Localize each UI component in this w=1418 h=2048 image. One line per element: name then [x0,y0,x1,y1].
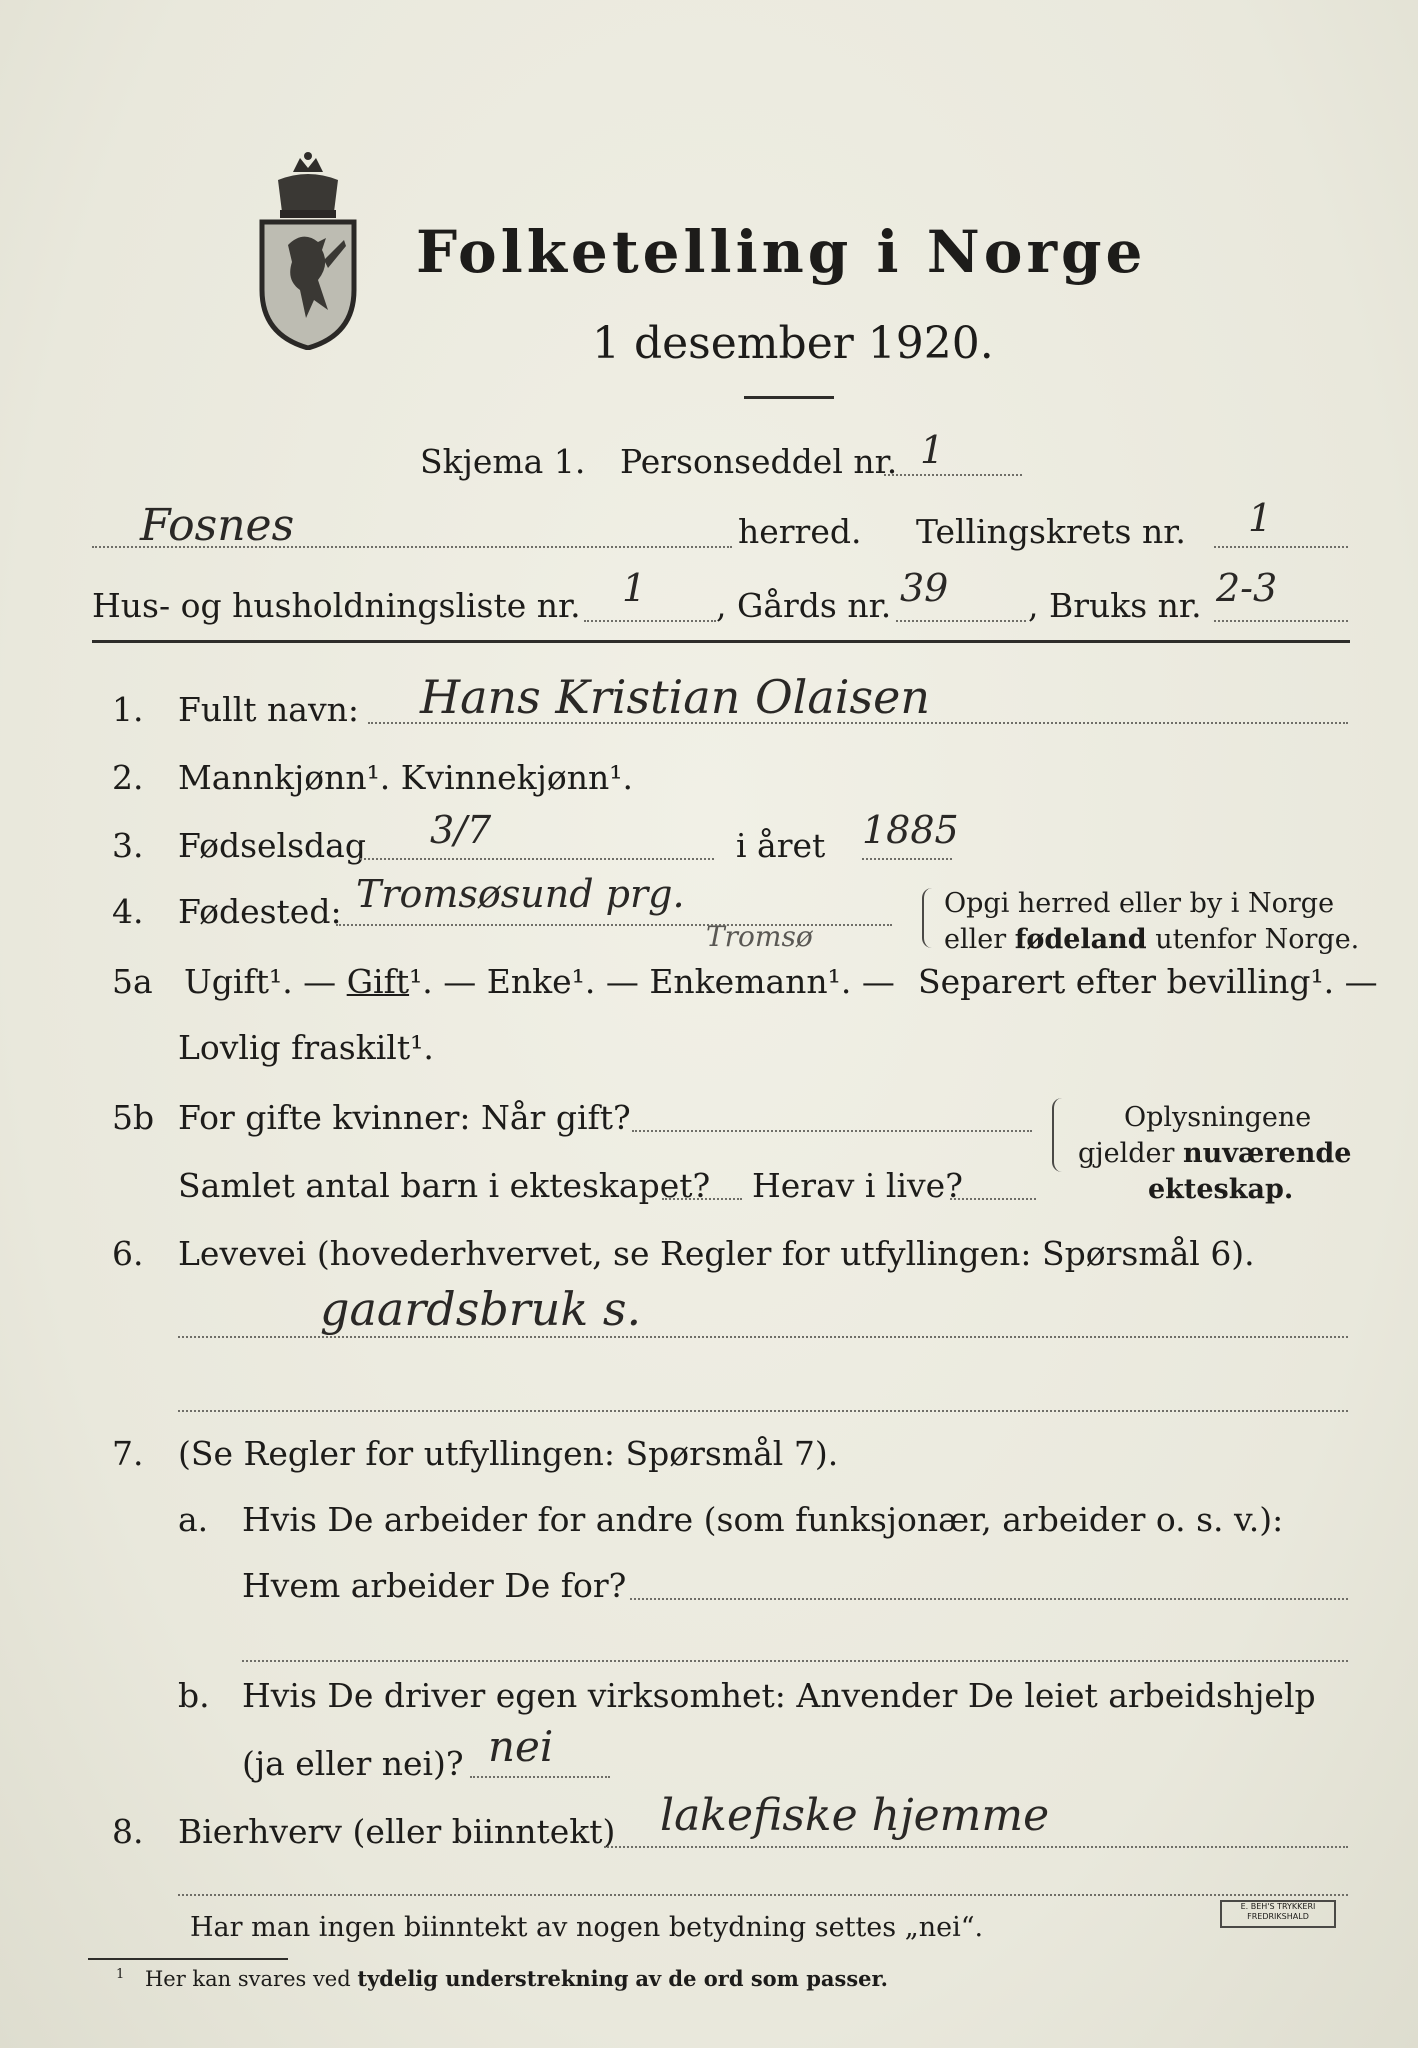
q4-note-brace [922,888,932,948]
q5b-nar-gift-line [632,1130,1032,1132]
norwegian-coat-of-arms-icon [248,150,368,350]
printer-stamp: E. BEH'S TRYKKERI FREDRIKSHALD [1220,1900,1336,1928]
q7b-label: Hvis De driver egen virksomhet: Anvender De leiet arbeidshjelp [242,1676,1316,1715]
personseddel-line [884,474,1022,476]
q8-value[interactable]: lakefiske hjemme [660,1790,1050,1841]
tellingskrets-value[interactable]: 1 [1248,496,1273,540]
q6-number: 6. [112,1234,144,1273]
personseddel-label: Personseddel nr. [620,442,898,481]
q5b-barn-line [662,1198,742,1200]
q5b-note-line2 [1078,1138,1351,1169]
bruks-label: , Bruks nr. [1028,586,1202,625]
q7b-jn-label: (ja eller nei)? [242,1744,464,1783]
gards-label: , Gårds nr. [716,586,892,625]
q5b-herav-label: Herav i live? [752,1166,963,1205]
q6-value[interactable]: gaardsbruk s. [320,1282,642,1336]
q3-year-label: i året [736,826,826,865]
q2-label: Mannkjønn¹. Kvinnekjønn¹. [178,758,633,797]
form-title: Folketelling i Norge [416,218,1147,286]
husholdning-value[interactable]: 1 [622,566,647,610]
q2-number: 2. [112,758,144,797]
q3-label: Fødselsdag [178,826,366,865]
q6-line-2 [178,1410,1348,1412]
gards-value[interactable]: 39 [900,566,949,610]
footnote-mark: 1 [116,1967,125,1982]
footnote-text-b: tydelig understrekning [357,1966,629,1991]
q4-note-utenfor: utenfor Norge. [1155,924,1360,955]
q7-label: (Se Regler for utfyllingen: Spørsmål 7). [178,1434,839,1473]
q4-annotation: Tromsø [706,920,813,953]
q1-label: Fullt navn: [178,690,359,729]
q4-note-line2 [944,924,1359,955]
q8-line [604,1846,1348,1848]
q5b-note-line1: Oplysningene [1124,1102,1312,1133]
q7a-hvem-line [630,1598,1348,1600]
gards-line [896,620,1026,622]
q4-note-line1: Opgi herred eller by i Norge [944,888,1335,919]
tellingskrets-label: Tellingskrets nr. [916,512,1186,551]
q1-number: 1. [112,690,144,729]
footnote-divider [88,1958,288,1960]
q5a-other-options[interactable]: ¹. — Enke¹. — Enkemann¹. — [409,962,895,1001]
q5a-separert[interactable]: Separert efter bevilling¹. — [918,962,1378,1001]
q3-year-line [862,858,952,860]
husholdning-line [584,620,716,622]
q5b-note-line3: ekteskap. [1148,1174,1294,1205]
tellingskrets-line [1214,546,1348,548]
q7b-jn-line [470,1776,610,1778]
q8-line-2 [178,1894,1348,1896]
q5a-fraskilt[interactable]: Lovlig fraskilt¹. [178,1028,434,1067]
q4-label: Fødested: [178,892,342,931]
footnote-text-a: Her kan svares ved [144,1967,351,1991]
q3-year-value[interactable]: 1885 [862,808,959,852]
form-date: 1 desember 1920. [592,318,994,369]
q7b-letter: b. [178,1676,210,1715]
q3-day-value[interactable]: 3/7 [430,808,492,852]
q7a-label: Hvis De arbeider for andre (som funksjonær, arbeider o. s. v.): [242,1500,1284,1539]
herred-label: herred. [738,512,862,551]
q5a-number: 5a [112,962,153,1001]
q5b-herav-line [950,1198,1036,1200]
q8-label: Bierhverv (eller biinntekt) [178,1812,616,1851]
q3-day-line [360,858,714,860]
q7b-value[interactable]: nei [488,1722,554,1771]
q5b-note-brace [1052,1098,1062,1172]
q6-label: Levevei (hovederhvervet, se Regler for utfyllingen: Spørsmål 6). [178,1234,1255,1273]
q5b-number: 5b [112,1098,155,1137]
q4-value[interactable]: Tromsøsund prg. [356,872,685,916]
q8-number: 8. [112,1812,144,1851]
herred-value[interactable]: Fosnes [140,500,295,551]
q7a-line-2 [242,1660,1348,1662]
q3-number: 3. [112,826,144,865]
footnote-text-c: av de ord som passer. [635,1966,888,1991]
q7a-letter: a. [178,1500,209,1539]
q5a-options [184,962,895,1001]
q4-number: 4. [112,892,144,931]
q5b-barn-label: Samlet antal barn i ekteskapet? [178,1166,711,1205]
q5a-ugift[interactable]: Ugift¹. — [184,962,337,1001]
footnote [116,1966,888,1991]
q7-number: 7. [112,1434,144,1473]
q5a-gift[interactable]: Gift [346,962,410,1001]
q7a-hvem-label: Hvem arbeider De for? [242,1566,627,1605]
q4-note-eller: eller [944,924,1007,955]
q1-value[interactable]: Hans Kristian Olaisen [420,670,930,724]
q5b-note-gjelder: gjelder [1078,1138,1175,1169]
title-divider [744,396,834,399]
q5b-label: For gifte kvinner: Når gift? [178,1098,631,1137]
footer-note: Har man ingen biinntekt av nogen betydning settes „nei“. [190,1912,984,1943]
husholdning-label: Hus- og husholdningsliste nr. [92,586,581,625]
bruks-value[interactable]: 2-3 [1216,566,1278,610]
q6-line-1 [178,1336,1348,1338]
skjema-label: Skjema 1. [420,442,586,481]
header-divider [92,640,1350,643]
personseddel-value[interactable]: 1 [920,428,945,472]
q4-note-fodeland: fødeland [1014,924,1147,955]
q5b-note-naverende: nuværende [1183,1138,1352,1169]
bruks-line [1214,620,1348,622]
